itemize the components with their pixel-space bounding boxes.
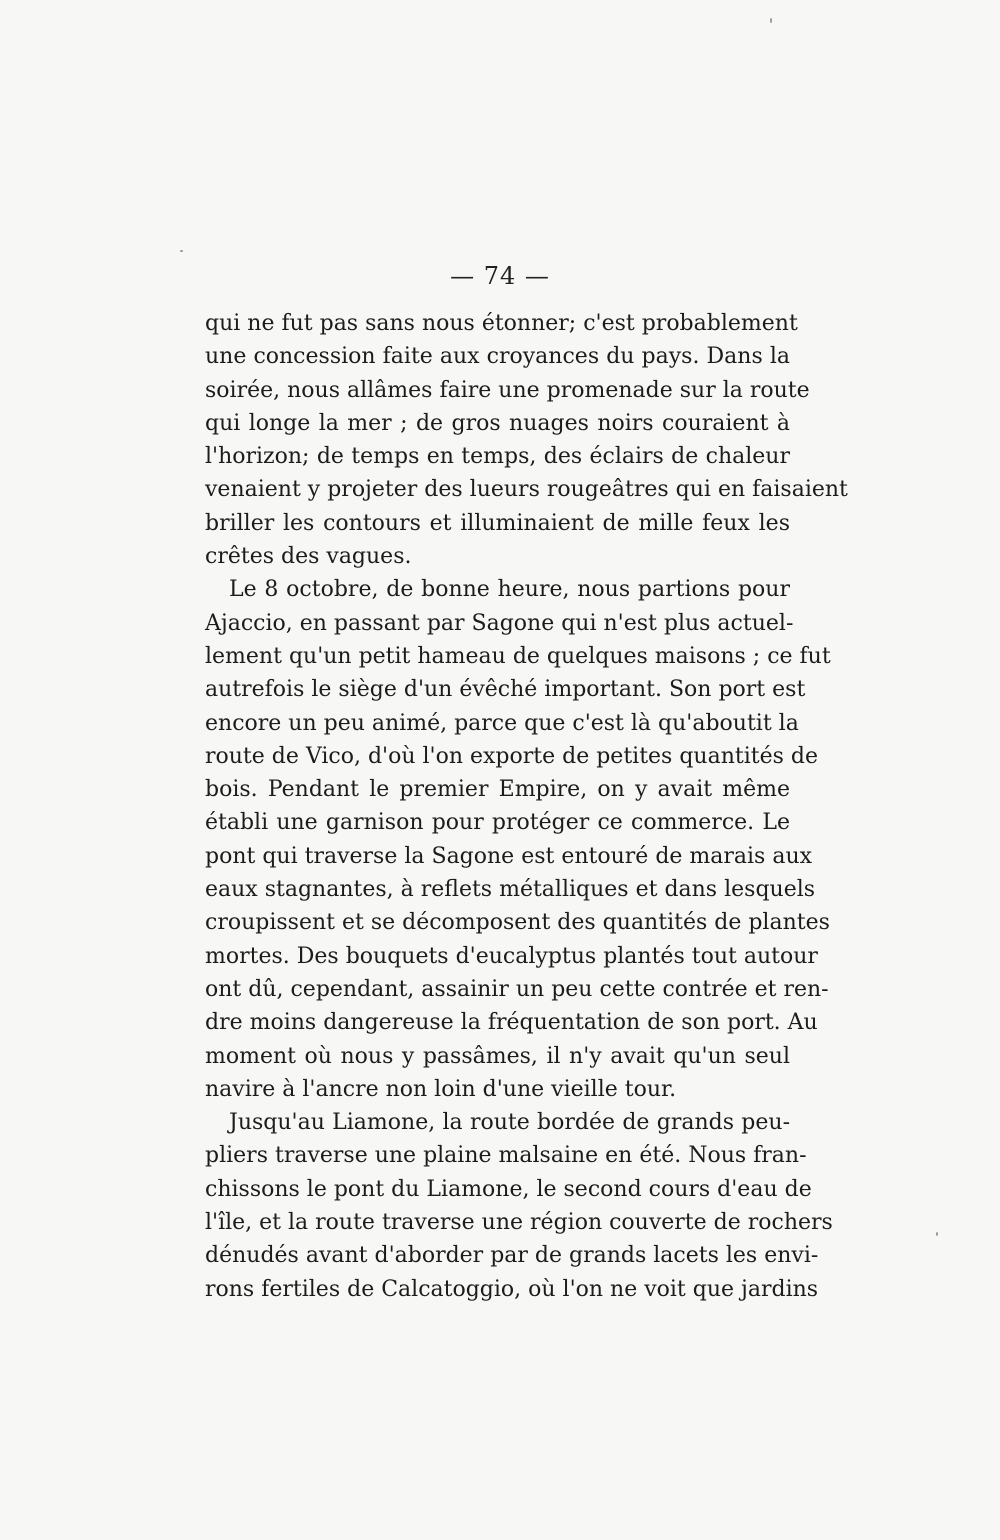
page-number: — 74 — (450, 262, 550, 290)
text-line: pont qui traverse la Sagone est entouré de marais aux (205, 843, 813, 869)
text-line: pliers traverse une plaine malsaine en été. Nous fran- (205, 1143, 807, 1169)
text-line: mortes. Des bouquets d'eucalyptus plantés tout autour (205, 943, 818, 969)
text-line: l'horizon; de temps en temps, des éclairs de chaleur (205, 444, 790, 470)
text-line: croupissent et se décomposent des quantités de plantes (205, 910, 830, 936)
text-line: qui longe la mer ; de gros nuages noirs couraient à (205, 410, 790, 436)
text-line: eaux stagnantes, à reflets métalliques et dans lesquels (205, 877, 816, 903)
text-line: venaient y projeter des lueurs rougeâtres qui en faisaient (205, 477, 848, 503)
text-line: l'île, et la route traverse une région couverte de rochers (205, 1210, 833, 1236)
text-line: navire à l'ancre non loin d'une vieille tour. (205, 1076, 677, 1102)
text-line: dénudés avant d'aborder par de grands lacets les envi- (205, 1243, 819, 1269)
text-line: une concession faite aux croyances du pays. Dans la (205, 344, 790, 370)
text-line: autrefois le siège d'un évêché important. Son port est (205, 677, 806, 703)
text-line: établi une garnison pour protéger ce commerce. Le (205, 810, 790, 836)
body-text (205, 307, 848, 1306)
paper-speck (770, 18, 772, 23)
text-line: briller les contours et illuminaient de mille feux les (205, 510, 790, 536)
text-line: rons fertiles de Calcatoggio, où l'on ne voit que jardins (205, 1276, 819, 1302)
text-line: ont dû, cependant, assainir un peu cette contrée et ren- (205, 976, 829, 1002)
text-line: bois. Pendant le premier Empire, on y avait même (205, 777, 790, 803)
text-line: Ajaccio, en passant par Sagone qui n'est plus actuel- (205, 610, 794, 636)
text-line: encore un peu animé, parce que c'est là qu'aboutit la (205, 710, 799, 736)
text-line: qui ne fut pas sans nous étonner; c'est probablement (205, 311, 798, 336)
text-line: chissons le pont du Liamone, le second cours d'eau de (205, 1176, 812, 1202)
paper-speck (180, 250, 183, 252)
text-line: dre moins dangereuse la fréquentation de son port. Au (205, 1010, 818, 1036)
text-line: lement qu'un petit hameau de quelques maisons ; ce fut (205, 643, 831, 669)
text-line: Jusqu'au Liamone, la route bordée de grands peu- (229, 1110, 790, 1136)
text-line: soirée, nous allâmes faire une promenade sur la route (205, 377, 810, 403)
text-line: crêtes des vagues. (205, 544, 412, 570)
text-line: moment où nous y passâmes, il n'y avait qu'un seul (205, 1043, 790, 1069)
paper-speck (936, 1232, 938, 1236)
text-line: Le 8 octobre, de bonne heure, nous partions pour (229, 577, 790, 603)
text-line: route de Vico, d'où l'on exporte de petites quantités de (205, 743, 819, 769)
